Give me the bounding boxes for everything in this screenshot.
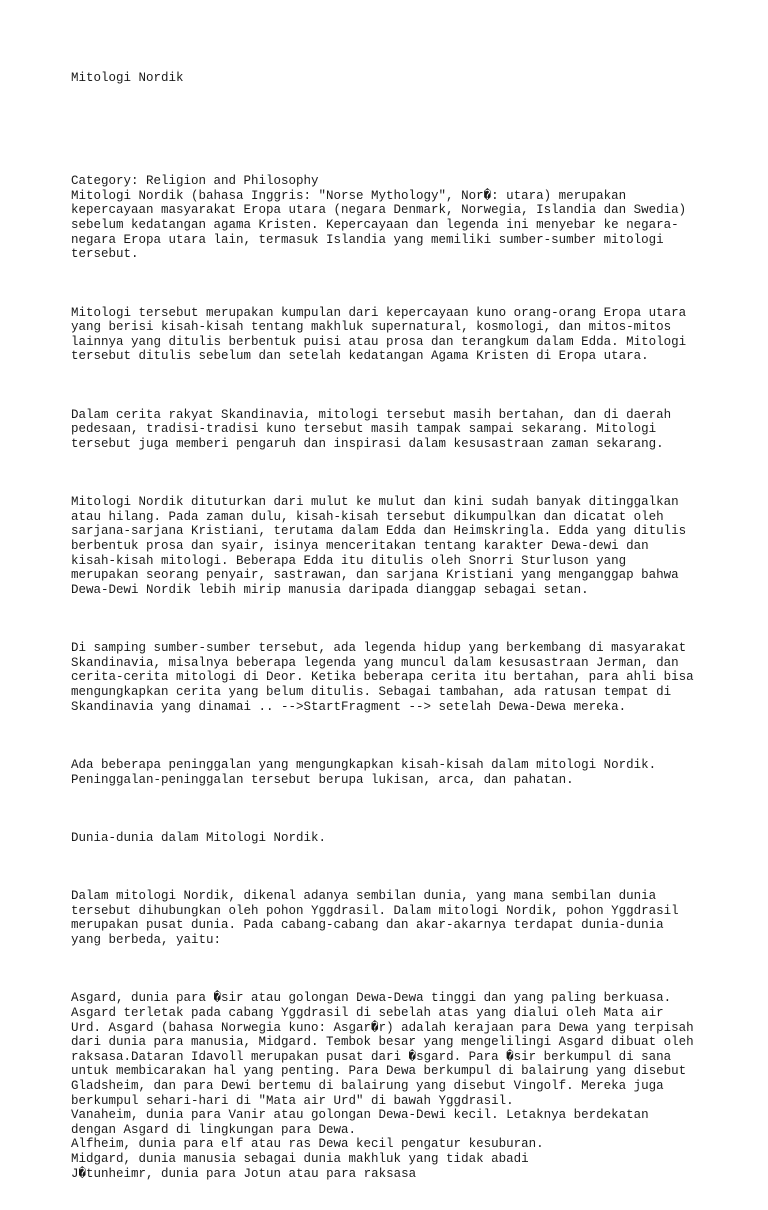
document-title: Mitologi Nordik xyxy=(71,71,184,85)
paragraph-oral-tradition: Mitologi Nordik dituturkan dari mulut ke mulut dan kini sudah banyak ditinggalkan atau hilang. Pada zaman dulu, kisah-kisah tersebut dikumpulkan dan dicatat oleh sarjana-sarjana Kristiani, terutama dalam Edda dan Heimskringla. Edda yang ditulis berbentuk prosa dan syair, isinya menceritakan tentang karakter Dewa-dewi dan kisah-kisah mitologi. Beberapa Edda itu ditulis oleh Snorri Sturluson yang merupakan seorang penyair, sastrawan, dan sarjana Kristiani yang menganggap bahwa Dewa-Dewi Nordik lebih mirip manusia daripada dianggap sebagai setan. xyxy=(71,495,687,597)
paragraph-world-list: Asgard, dunia para �sir atau golongan Dewa-Dewa tinggi dan yang paling berkuasa. Asgard terletak pada cabang Yggdrasil di sebelah atas yang dialui oleh Mata air Urd. Asgard (bahasa Norwegia kuno: Asgar�r) adalah kerajaan para Dewa yang terpisah dari dunia para manusia, Midgard. Tembok besar yang mengelilingi Asgard dibuat oleh raksasa.Dataran Idavoll merupakan pusat dari �sgard. Para �sir berkumpul di sana untuk membicarakan hal yang penting. Para Dewa berkumpul di balairung yang disebut Gladsheim, dan para Dewi bertemu di balairung yang disebut Vingolf. Mereka juga berkumpul sehari-hari di "Mata air Urd" di bawah Yggdrasil. Vanaheim, dunia para Vanir atau golongan Dewa-Dewi kecil. Letaknya berdekatan dengan Asgard di lingkungan para Dewa. Alfheim, dunia para elf atau ras Dewa kecil pengatur kesuburan. Midgard, dunia manusia sebagai dunia makhluk yang tidak abadi J�tunheimr, dunia para Jotun atau para raksasa xyxy=(71,991,694,1181)
paragraph-nine-worlds: Dalam mitologi Nordik, dikenal adanya sembilan dunia, yang mana sembilan dunia tersebut dihubungkan oleh pohon Yggdrasil. Dalam mitologi Nordik, pohon Yggdrasil merupakan pusat dunia. Pada cabang-cabang dan akar-akarnya terdapat dunia-dunia yang berbeda, yaitu: xyxy=(71,889,679,948)
section-heading-worlds: Dunia-dunia dalam Mitologi Nordik. xyxy=(71,830,327,845)
paragraph-relics: Ada beberapa peninggalan yang mengungkapkan kisah-kisah dalam mitologi Nordik. Peninggalan-peninggalan tersebut berupa lukisan, arca, dan pahatan. xyxy=(71,757,657,787)
paragraph-category-intro: Category: Religion and Philosophy Mitologi Nordik (bahasa Inggris: "Norse Mythology", Nor�: utara) merupakan kepercayaan masyarakat Eropa utara (negara Denmark, Norwegia, Islandia dan Swedia) sebelum kedatangan agama Kristen. Kepercayaan dan legenda ini menyebar ke negara- negara Eropa utara lain, termasuk Islandia yang memiliki sumber-sumber mitologi tersebut. xyxy=(71,174,687,262)
paragraph-living-legends: Di samping sumber-sumber tersebut, ada legenda hidup yang berkembang di masyarakat Skandinavia, misalnya beberapa legenda yang muncul dalam kesusastraan Jerman, dan cerita-cerita mitologi di Deor. Ketika beberapa cerita itu bertahan, para ahli bisa mengungkapkan cerita yang belum ditulis. Sebagai tambahan, ada ratusan tempat di Skandinavia yang dinamai .. -->StartFragment --> setelah Dewa-Dewa mereka. xyxy=(71,641,694,714)
paragraph-mythology-definition: Mitologi tersebut merupakan kumpulan dari kepercayaan kuno orang-orang Eropa utara yang berisi kisah-kisah tentang makhluk supernatural, kosmologi, dan mitos-mitos lainnya yang ditulis berbentuk puisi atau prosa dan terangkum dalam Edda. Mitologi tersebut ditulis sebelum dan setelah kedatangan Agama Kristen di Eropa utara. xyxy=(71,305,687,364)
document-body xyxy=(71,145,751,1210)
paragraph-folk-tradition: Dalam cerita rakyat Skandinavia, mitologi tersebut masih bertahan, dan di daerah pedesaan, tradisi-tradisi kuno tersebut masih tampak sampai sekarang. Mitologi tersebut juga memberi pengaruh dan inspirasi dalam kesusastraan zaman sekarang. xyxy=(71,407,672,451)
